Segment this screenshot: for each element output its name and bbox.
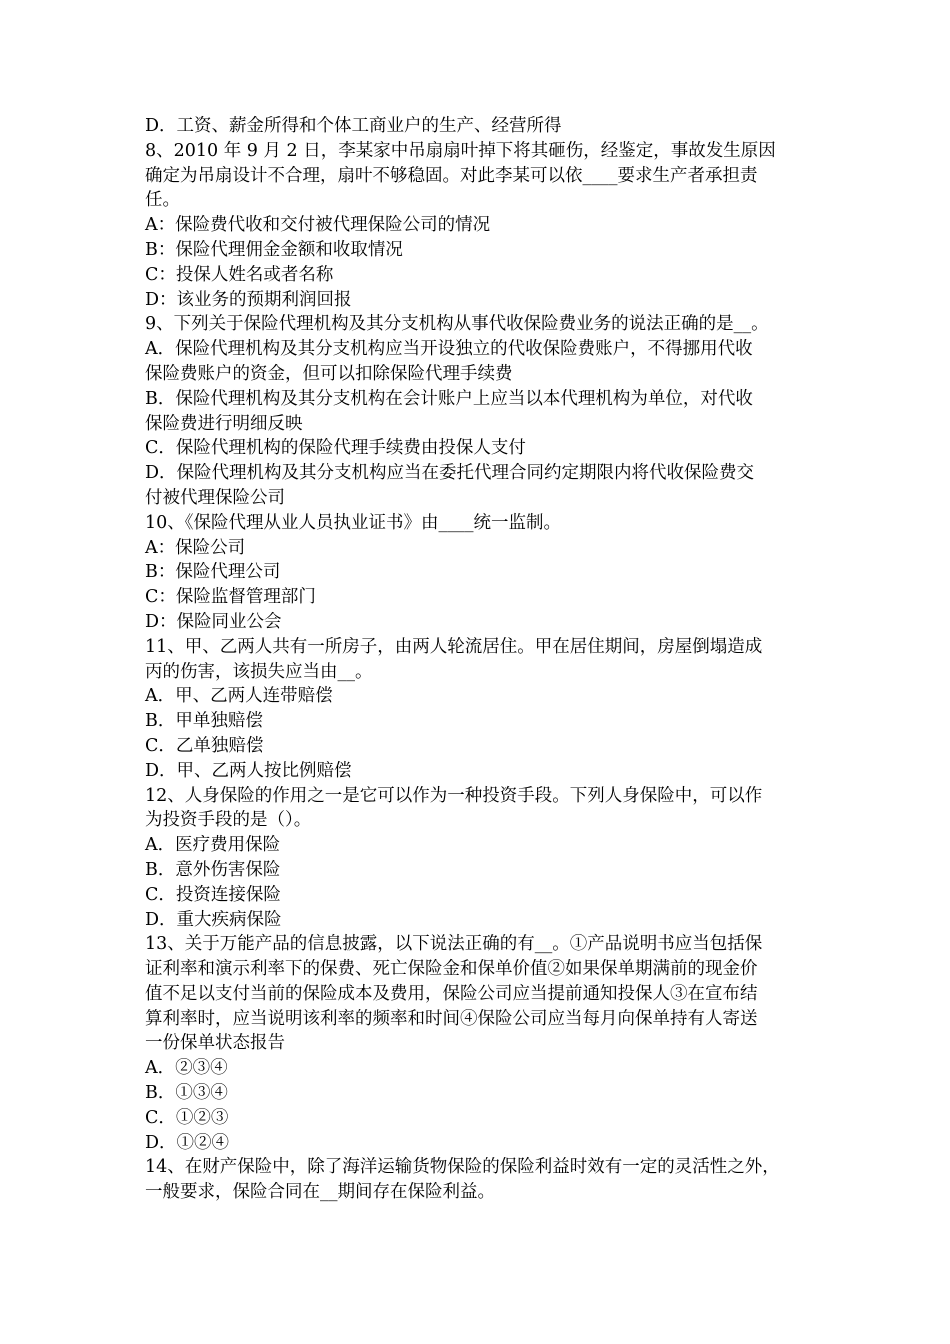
text-line: 确定为吊扇设计不合理，扇叶不够稳固。对此李某可以依____要求生产者承担责 — [145, 165, 758, 186]
text-line: 12、人身保险的作用之一是它可以作为一种投资手段。下列人身保险中，可以作 — [145, 785, 763, 806]
text-line: B．意外伤害保险 — [145, 859, 281, 880]
text-line: 13、关于万能产品的信息披露，以下说法正确的有__。①产品说明书应当包括保 — [145, 934, 763, 955]
text-line: A．甲、乙两人连带赔偿 — [145, 686, 333, 707]
text-line: C．投资连接保险 — [145, 884, 281, 905]
text-line: 14、在财产保险中，除了海洋运输货物保险的保险利益时效有一定的灵活性之外， — [145, 1157, 780, 1178]
text-line: D．①②④ — [145, 1132, 230, 1153]
text-line: A：保险公司 — [145, 537, 246, 558]
text-line: D．保险代理机构及其分支机构应当在委托代理合同约定期限内将代收保险费交 — [145, 463, 755, 484]
text-line: B：保险代理公司 — [145, 562, 281, 583]
text-line: D．甲、乙两人按比例赔偿 — [145, 760, 352, 781]
text-line: A：保险费代收和交付被代理保险公司的情况 — [145, 215, 491, 236]
text-line: 任。 — [145, 190, 180, 211]
text-line: 证利率和演示利率下的保费、死亡保险金和保单价值②如果保单期满前的现金价 — [145, 959, 758, 980]
text-line: 11、甲、乙两人共有一所房子，由两人轮流居住。甲在居住期间，房屋倒塌造成 — [145, 636, 763, 657]
text-line: 算利率时，应当说明该利率的频率和时间④保险公司应当每月向保单持有人寄送 — [145, 1008, 758, 1029]
text-line: 8、2010 年 9 月 2 日，李某家中吊扇扇叶掉下将其砸伤，经鉴定，事故发生原因 — [145, 140, 776, 161]
text-line: B．保险代理机构及其分支机构在会计账户上应当以本代理机构为单位，对代收 — [145, 388, 753, 409]
text-line: C．①②③ — [145, 1107, 229, 1128]
text-line: D：该业务的预期利润回报 — [145, 289, 352, 310]
text-line: 为投资手段的是（）。 — [145, 810, 312, 831]
text-line: A．保险代理机构及其分支机构应当开设独立的代收保险费账户，不得挪用代收 — [145, 339, 753, 360]
text-line: 保险费进行明细反映 — [145, 413, 303, 434]
text-line: 一般要求，保险合同在__期间存在保险利益。 — [145, 1182, 495, 1203]
text-line: 9、下列关于保险代理机构及其分支机构从事代收保险费业务的说法正确的是__。 — [145, 314, 769, 335]
text-line: B．①③④ — [145, 1083, 228, 1104]
text-line: C：投保人姓名或者名称 — [145, 264, 334, 285]
text-line: D．工资、薪金所得和个体工商业户的生产、经营所得 — [145, 116, 562, 136]
text-line: 10、《保险代理从业人员执业证书》由____统一监制。 — [145, 512, 562, 533]
text-line: C：保险监督管理部门 — [145, 587, 316, 608]
text-line: 付被代理保险公司 — [145, 487, 285, 508]
text-line: 保险费账户的资金，但可以扣除保险代理手续费 — [145, 363, 513, 384]
text-line: A．②③④ — [145, 1058, 228, 1079]
text-line: B：保险代理佣金金额和收取情况 — [145, 239, 403, 260]
text-line: C．乙单独赔偿 — [145, 735, 264, 756]
text-line: A．医疗费用保险 — [145, 835, 281, 856]
text-line: 值不足以支付当前的保险成本及费用，保险公司应当提前通知投保人③在宣布结 — [145, 983, 758, 1004]
text-line: D：保险同业公会 — [145, 611, 282, 632]
text-line: D．重大疾病保险 — [145, 909, 282, 930]
text-line: 丙的伤害，该损失应当由__。 — [145, 661, 373, 682]
text-line: B．甲单独赔偿 — [145, 711, 263, 732]
text-line: C．保险代理机构的保险代理手续费由投保人支付 — [145, 438, 526, 459]
text-line: 一份保单状态报告 — [145, 1033, 285, 1054]
document-body — [145, 114, 810, 1205]
